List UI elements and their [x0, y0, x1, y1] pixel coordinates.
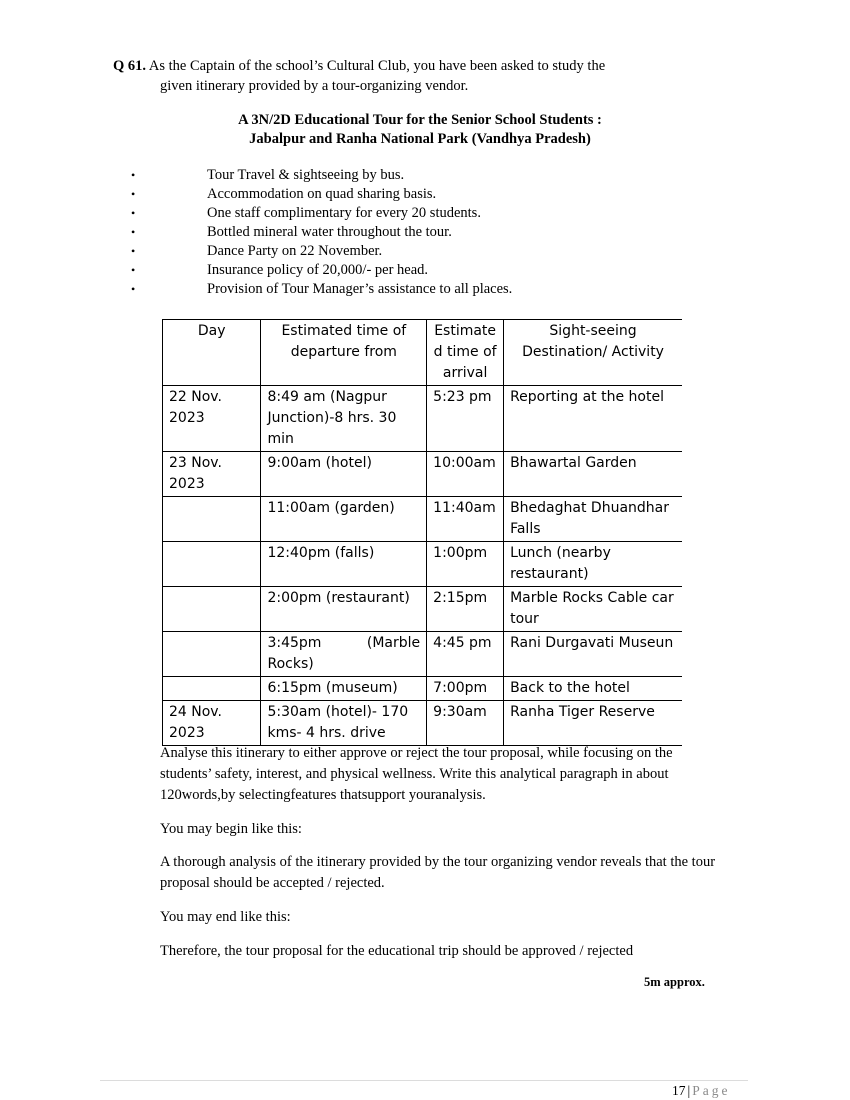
- cell-day: [163, 587, 261, 632]
- cell-arrival: 10:00am: [427, 452, 504, 497]
- cell-day: 23 Nov. 2023: [163, 452, 261, 497]
- bullet-icon: •: [131, 282, 136, 296]
- table-row: [163, 542, 683, 587]
- cell-arrival: 2:15pm: [427, 587, 504, 632]
- question-line-1: As the Captain of the school’s Cultural Club, you have been asked to study the: [148, 58, 606, 74]
- cell-departure: 9:00am (hotel): [261, 452, 427, 497]
- table-row: [163, 677, 683, 701]
- cell-destination: Reporting at the hotel: [504, 386, 682, 452]
- footer-divider: [100, 1080, 748, 1081]
- marks-label: 5m approx.: [644, 975, 705, 989]
- list-item: • Insurance policy of 20,000/- per head.: [131, 262, 429, 278]
- question-number: Q 61.: [113, 58, 147, 74]
- cell-departure: 6:15pm (museum): [261, 677, 427, 701]
- tour-title-line-2: Jabalpur and Ranha National Park (Vandhya Pradesh): [249, 131, 591, 147]
- page-number: 17: [672, 1083, 686, 1098]
- page-footer: [672, 1083, 730, 1099]
- cell-arrival: 11:40am: [427, 497, 504, 542]
- header-arrival: Estimate d time of arrival: [427, 320, 504, 386]
- question-line-2: given itinerary provided by a tour-organizing vendor.: [160, 78, 469, 94]
- cell-departure: 12:40pm (falls): [261, 542, 427, 587]
- list-item: • Tour Travel & sightseeing by bus.: [131, 167, 405, 183]
- table-row: [163, 587, 683, 632]
- cell-departure: 5:30am (hotel)- 170 kms- 4 hrs. drive: [261, 701, 427, 746]
- cell-day: [163, 632, 261, 677]
- itinerary-table: [162, 319, 682, 746]
- table-row: [163, 632, 683, 677]
- cell-day: 24 Nov. 2023: [163, 701, 261, 746]
- bullet-icon: •: [131, 263, 136, 277]
- end-label: You may end like this:: [160, 909, 291, 925]
- analysis-instruction: Analyse this itinerary to either approve or reject the tour proposal, while focusing on the students’ safety, interest, and physical wellness. Write this analytical paragraph in about 120words,by selectingfeatures thatsupport youranalysis.: [160, 745, 673, 803]
- cell-departure: 3:45pm (Marble Rocks): [261, 632, 427, 677]
- list-item: • One staff complimentary for every 20 students.: [131, 205, 481, 221]
- table-header-row: [163, 320, 683, 386]
- cell-arrival: 4:45 pm: [427, 632, 504, 677]
- cell-destination: Bhawartal Garden: [504, 452, 682, 497]
- cell-departure: 11:00am (garden): [261, 497, 427, 542]
- cell-departure: 2:00pm (restaurant): [261, 587, 427, 632]
- table-row: [163, 497, 683, 542]
- table-row: [163, 452, 683, 497]
- feature-list: [131, 166, 512, 299]
- cell-day: [163, 497, 261, 542]
- bullet-icon: •: [131, 244, 136, 258]
- bullet-icon: •: [131, 206, 136, 220]
- cell-destination: Marble Rocks Cable car tour: [504, 587, 682, 632]
- page-label: Page: [692, 1083, 731, 1098]
- list-item: • Accommodation on quad sharing basis.: [131, 186, 437, 202]
- header-day: Day: [163, 320, 261, 386]
- cell-arrival: 1:00pm: [427, 542, 504, 587]
- bullet-icon: •: [131, 187, 136, 201]
- cell-day: [163, 542, 261, 587]
- header-departure: Estimated time of departure from: [261, 320, 427, 386]
- table-row: [163, 701, 683, 746]
- cell-arrival: 5:23 pm: [427, 386, 504, 452]
- cell-destination: Back to the hotel: [504, 677, 682, 701]
- bullet-icon: •: [131, 168, 136, 182]
- cell-destination: Rani Durgavati Museun: [504, 632, 682, 677]
- cell-day: 22 Nov. 2023: [163, 386, 261, 452]
- cell-destination: Bhedaghat Dhuandhar Falls: [504, 497, 682, 542]
- tour-title-line-1: A 3N/2D Educational Tour for the Senior School Students :: [238, 112, 602, 128]
- cell-day: [163, 677, 261, 701]
- cell-destination: Lunch (nearby restaurant): [504, 542, 682, 587]
- bullet-icon: •: [131, 225, 136, 239]
- cell-arrival: 9:30am: [427, 701, 504, 746]
- table-row: [163, 386, 683, 452]
- cell-destination: Ranha Tiger Reserve: [504, 701, 682, 746]
- begin-text: A thorough analysis of the itinerary provided by the tour organizing vendor reveals that the tour proposal should be accepted / rejected.: [160, 854, 716, 891]
- begin-label: You may begin like this:: [160, 821, 302, 837]
- end-text: Therefore, the tour proposal for the educational trip should be approved / rejected: [160, 943, 634, 959]
- cell-departure: 8:49 am (Nagpur Junction)-8 hrs. 30 min: [261, 386, 427, 452]
- list-item: • Bottled mineral water throughout the tour.: [131, 224, 452, 240]
- page-separator: |: [687, 1083, 691, 1098]
- cell-arrival: 7:00pm: [427, 677, 504, 701]
- tour-title: [160, 111, 680, 149]
- list-item: • Dance Party on 22 November.: [131, 243, 383, 259]
- header-destination: Sight-seeing Destination/ Activity: [504, 320, 682, 386]
- question-text: [113, 56, 733, 96]
- list-item: • Provision of Tour Manager’s assistance to all places.: [131, 281, 513, 297]
